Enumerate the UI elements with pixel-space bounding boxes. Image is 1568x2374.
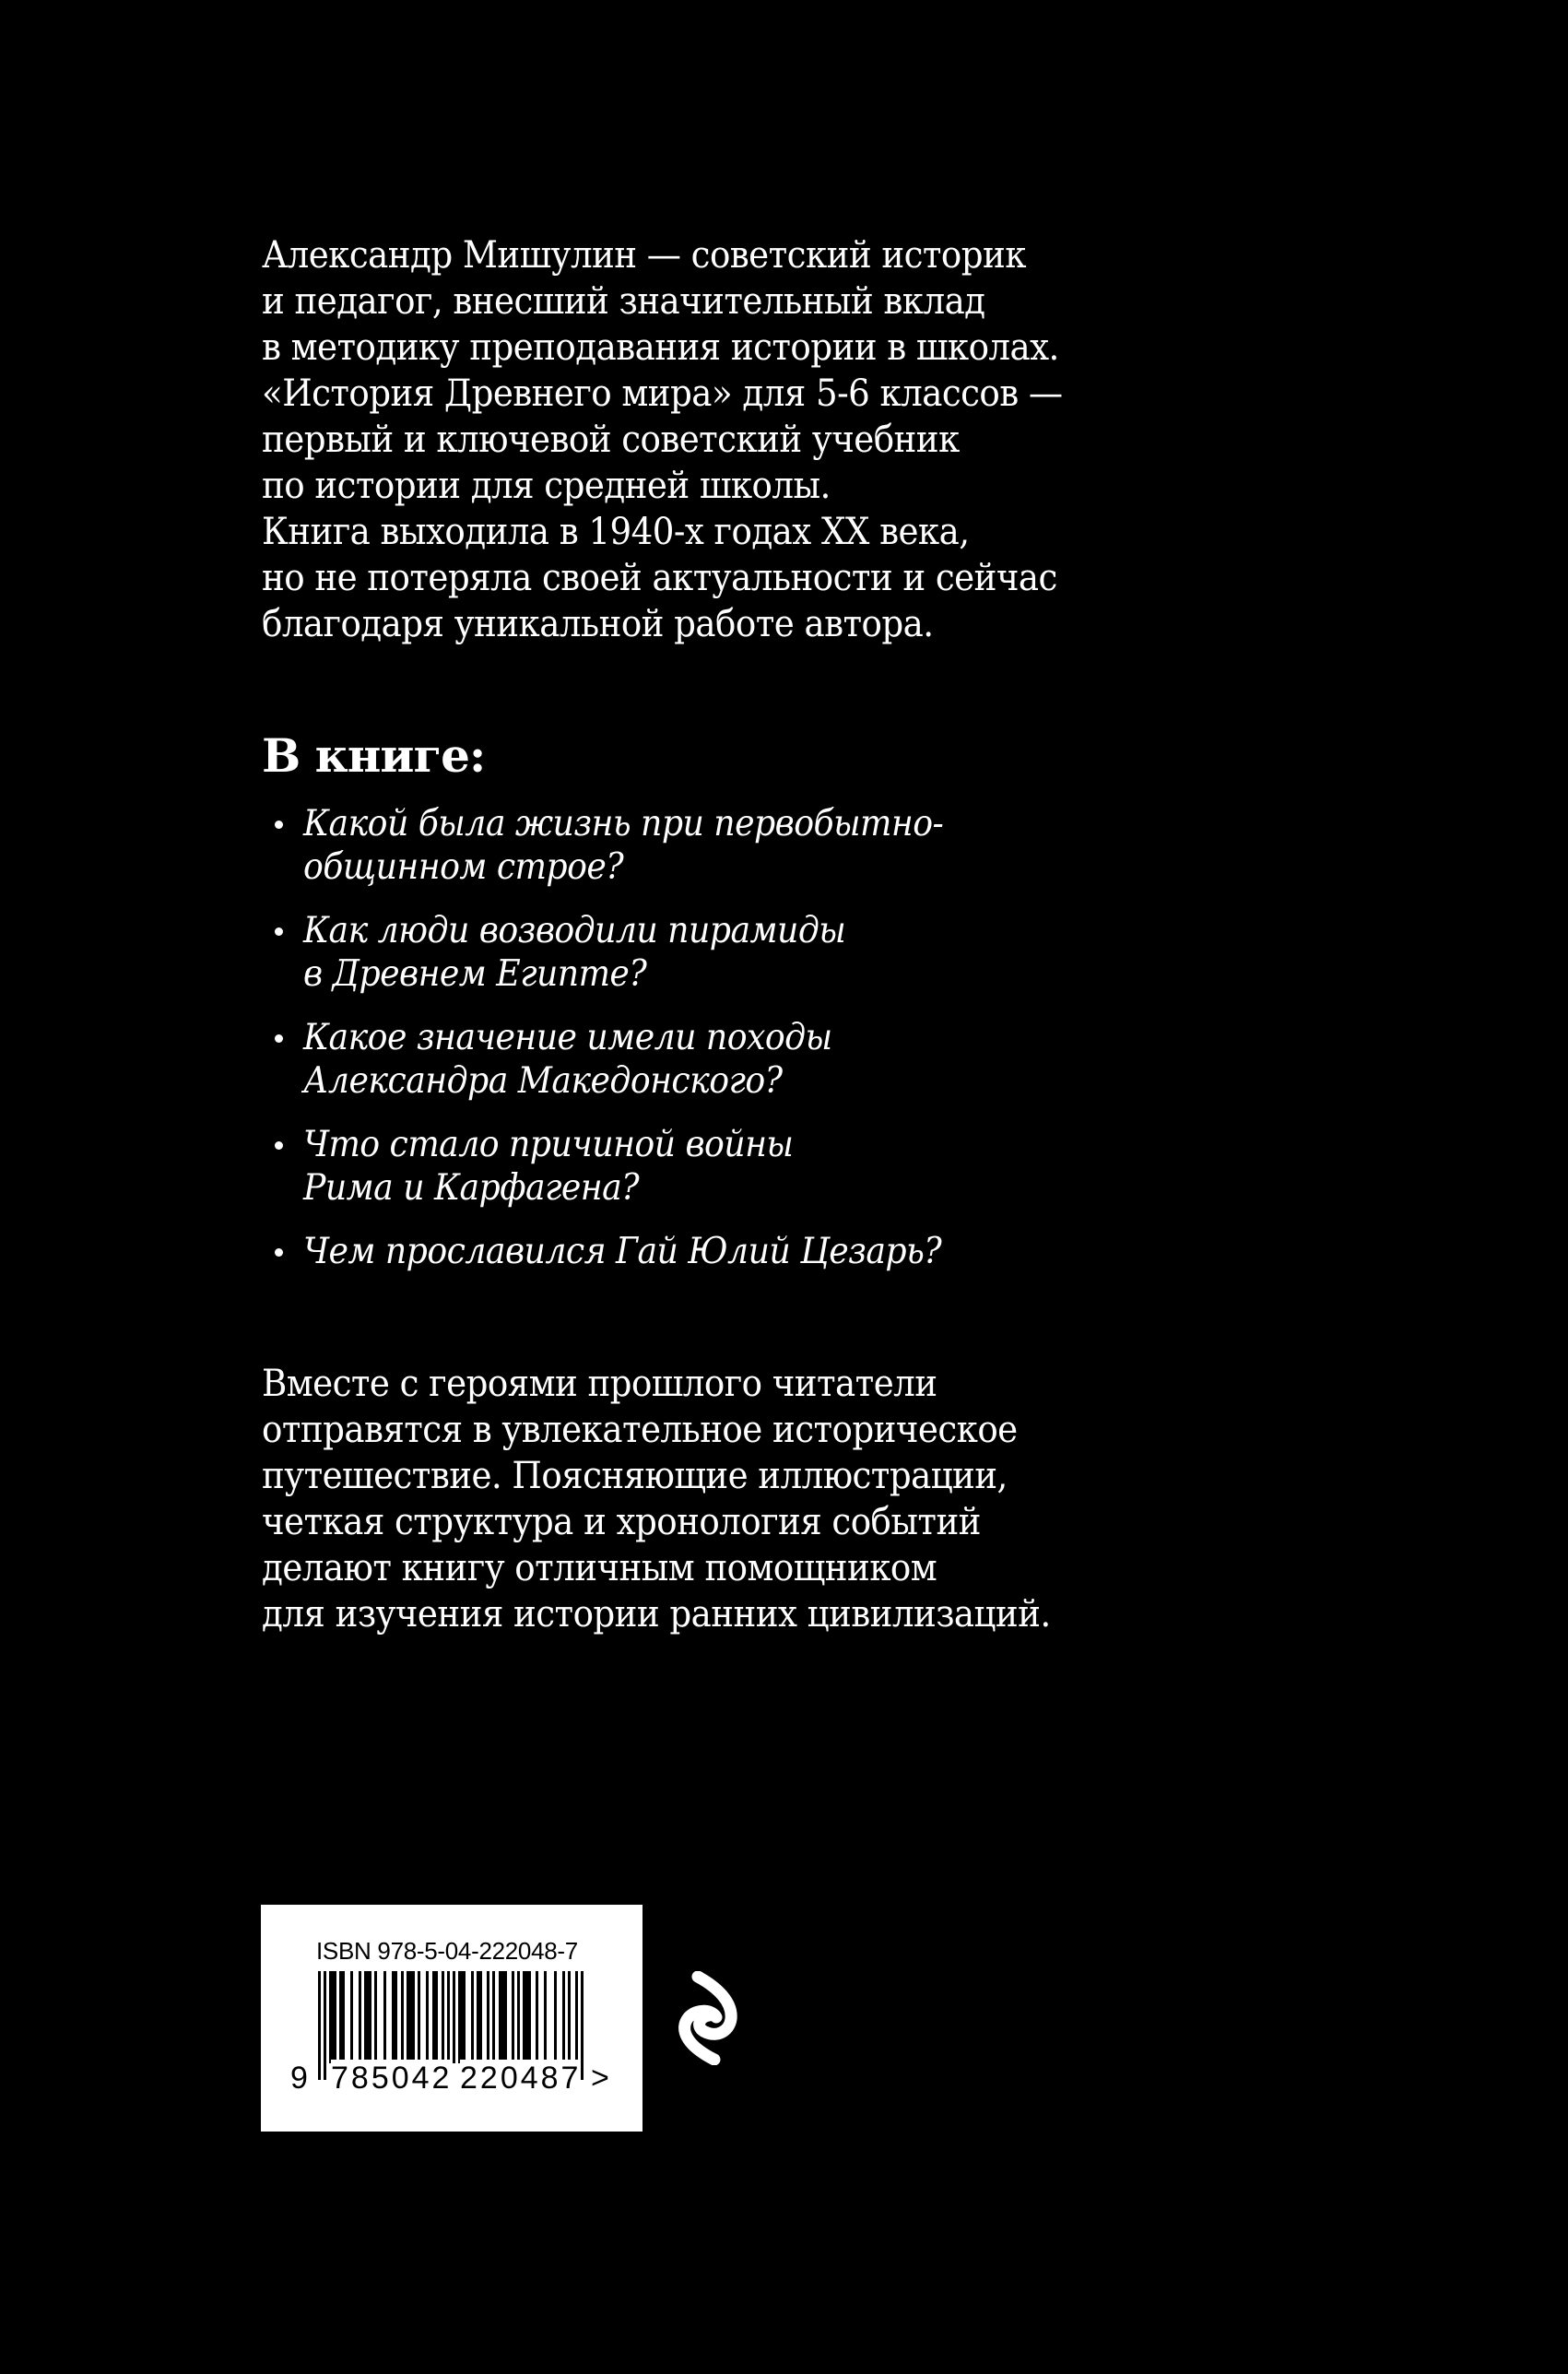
feature-line: Рима и Карфагена? xyxy=(303,1167,640,1209)
outro-line: Вместе с героями прошлого читатели xyxy=(262,1363,937,1405)
outro-line: четкая структура и хронология событий xyxy=(262,1501,981,1543)
intro-line: и педагог, внесший значительный вклад xyxy=(262,280,985,323)
intro-line: благодаря уникальной работе автора. xyxy=(262,603,934,645)
bullet-icon xyxy=(275,1034,283,1043)
intro-line: Александр Мишулин — советский историк xyxy=(262,234,1026,277)
features-heading: В книге: xyxy=(262,728,486,783)
barcode-quiet-zone-arrow: > xyxy=(591,2061,609,2096)
feature-line: в Древнем Египте? xyxy=(303,953,647,995)
features-list xyxy=(262,802,991,1293)
intro-line: в методику преподавания истории в школах. xyxy=(262,326,1059,369)
feature-item xyxy=(262,802,991,889)
isbn-barcode xyxy=(261,1905,643,2132)
outro-line: отправятся в увлекательное историческое xyxy=(262,1409,1018,1451)
intro-line: первый и ключевой советский учебник xyxy=(262,419,960,461)
publisher-swirl-logo-icon xyxy=(678,1971,738,2065)
feature-item xyxy=(262,1016,991,1103)
intro-line: но не потеряла своей актуальности и сейчас xyxy=(262,557,1057,599)
intro-line: по истории для средней школы. xyxy=(262,465,831,507)
bullet-icon xyxy=(275,1248,283,1257)
barcode-digit-group-1: 785042 xyxy=(331,2061,453,2096)
intro-line: Книга выходила в 1940-х годах XX века, xyxy=(262,511,970,553)
outro-line: для изучения истории ранних цивилизаций. xyxy=(262,1593,1051,1636)
outro-paragraph xyxy=(262,1361,1276,1637)
intro-paragraph xyxy=(262,232,1276,647)
feature-item xyxy=(262,1123,991,1210)
feature-line: общинном строе? xyxy=(303,846,624,888)
feature-item xyxy=(262,1230,991,1273)
feature-line: Чем прославился Гай Юлий Цезарь? xyxy=(303,1231,942,1272)
outro-line: делают книгу отличным помощником xyxy=(262,1547,937,1589)
bullet-icon xyxy=(275,821,283,829)
feature-item xyxy=(262,909,991,996)
intro-line: «История Древнего мира» для 5-6 классов — xyxy=(262,372,1063,415)
barcode-digit-group-2: 220487 xyxy=(460,2061,582,2096)
bullet-icon xyxy=(275,1141,283,1150)
feature-line: Что стало причиной войны xyxy=(303,1124,794,1165)
isbn-label: ISBN 978-5-04-222048-7 xyxy=(316,1937,578,1965)
feature-line: Какое значение имели походы xyxy=(303,1017,832,1058)
barcode-digit-lead: 9 xyxy=(290,2061,308,2096)
feature-line: Александра Македонского? xyxy=(303,1060,783,1102)
outro-line: путешествие. Поясняющие иллюстрации, xyxy=(262,1455,1008,1497)
bullet-icon xyxy=(275,927,283,936)
feature-line: Какой была жизнь при первобытно- xyxy=(303,803,944,844)
barcode-digits xyxy=(261,2060,643,2096)
feature-line: Как люди возводили пирамиды xyxy=(303,910,846,951)
